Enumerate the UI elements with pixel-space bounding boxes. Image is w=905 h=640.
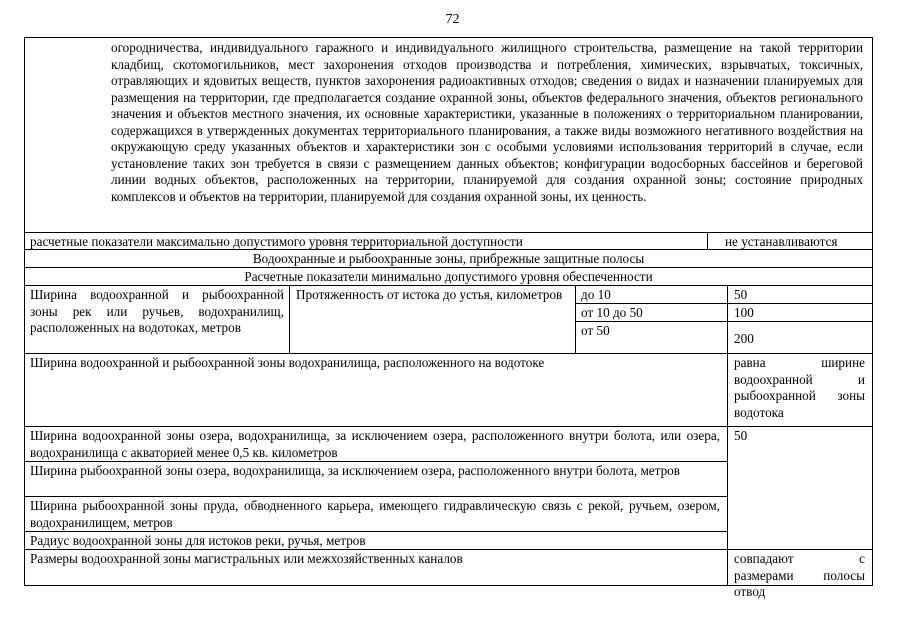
row-divider <box>24 426 873 427</box>
row-divider <box>24 461 727 462</box>
length-range-cell: от 50 <box>581 323 610 338</box>
table-left-border <box>24 37 25 586</box>
row-divider <box>24 496 727 497</box>
reservoir-zone-label: Ширина водоохранной и рыбоохранной зоны водохранилища, расположенного на водотоке <box>30 355 545 370</box>
zone-width-cell: 100 <box>734 305 754 320</box>
canals-zone-value: совпадают с размерами полосы отвод <box>734 551 865 599</box>
table-right-border <box>872 37 873 586</box>
zone-width-cell: 200 <box>734 331 754 346</box>
river-length-parameter: Протяженность от истока до устья, километров <box>296 287 563 302</box>
accessibility-indicator-value: не устанавливаются <box>725 234 838 249</box>
length-range-cell: от 10 до 50 <box>581 305 643 320</box>
row-divider <box>24 353 873 354</box>
intro-paragraph: огородничества, индивидуального гаражного и индивидуального жилищного строительства, размещение на такой территории кладбищ, скотомогильников, мест захоронения отходов производства и потребления, химических, взрывчатых, токсичных, отравляющих и ядовитых веществ, пунктов захоронения радиоактивных отходов; сведения о видах и назначении планируемых для размещения на территории, где предполагается создание охранной зоны, объектов федерального значения, объектов регионального значения и объектов местного значения, их основные характеристики, указанные в положениях о территориальном планировании, содержащихся в утвержденных документах территориального планирования, а также виды возможного негативного воздействия на окружающую среду указанных объектов и характеристики зон с особыми условиями использования территорий в случае, если установление таких зон требуется в связи с размещением данных объектов; конфигурации водосборных бассейнов и береговой линии водных объектов, расположенных на территории, планируемой для создания охранной зоны; состояние природных комплексов и объектов на территории, планируемой для создания охранной зоны, их ценность. <box>111 40 863 204</box>
table-top-border <box>24 37 873 38</box>
column-divider <box>289 285 290 353</box>
zone-width-cell: 50 <box>734 287 748 302</box>
subsection-heading: Расчетные показатели минимально допустимого уровня обеспеченности <box>244 269 653 284</box>
reservoir-zone-value: равна ширине водоохранной и рыбоохранной зоны водотока <box>734 355 865 420</box>
section-heading: Водоохранные и рыбоохранные зоны, прибрежные защитные полосы <box>252 251 645 266</box>
shared-zone-width-value: 50 <box>734 428 748 443</box>
river-zone-label: Ширина водоохранной и рыбоохранной зоны рек или ручьев, водохранилищ, расположенных на водотоках, метров <box>30 287 284 335</box>
accessibility-indicator-label: расчетные показатели максимально допустимого уровня территориальной доступности <box>30 234 523 249</box>
normative-table <box>24 37 873 599</box>
canals-zone-label: Размеры водоохранной зоны магистральных или межхозяйственных каналов <box>30 551 463 566</box>
row-divider <box>24 232 873 233</box>
column-divider <box>727 285 728 585</box>
river-source-radius-label: Радиус водоохранной зоны для истоков реки, ручья, метров <box>30 533 366 548</box>
column-divider <box>575 285 576 353</box>
lake-fish-protection-zone-label: Ширина рыбоохранной зоны озера, водохранилища, за исключением озера, расположенного внутри болота, метров <box>30 463 680 478</box>
row-divider <box>24 531 727 532</box>
lake-water-protection-zone-label: Ширина водоохранной зоны озера, водохранилища, за исключением озера, расположенного внутри болота, или озера, водохранилища с акваторией менее 0,5 кв. километров <box>30 428 720 460</box>
pond-fish-protection-zone-label: Ширина рыбоохранной зоны пруда, обводненного карьера, имеющего гидравлическую связь с рекой, ручьем, озером, водохранилищем, метров <box>30 498 720 530</box>
column-divider <box>707 232 708 249</box>
page-number: 72 <box>445 12 460 27</box>
length-range-cell: до 10 <box>581 287 611 302</box>
